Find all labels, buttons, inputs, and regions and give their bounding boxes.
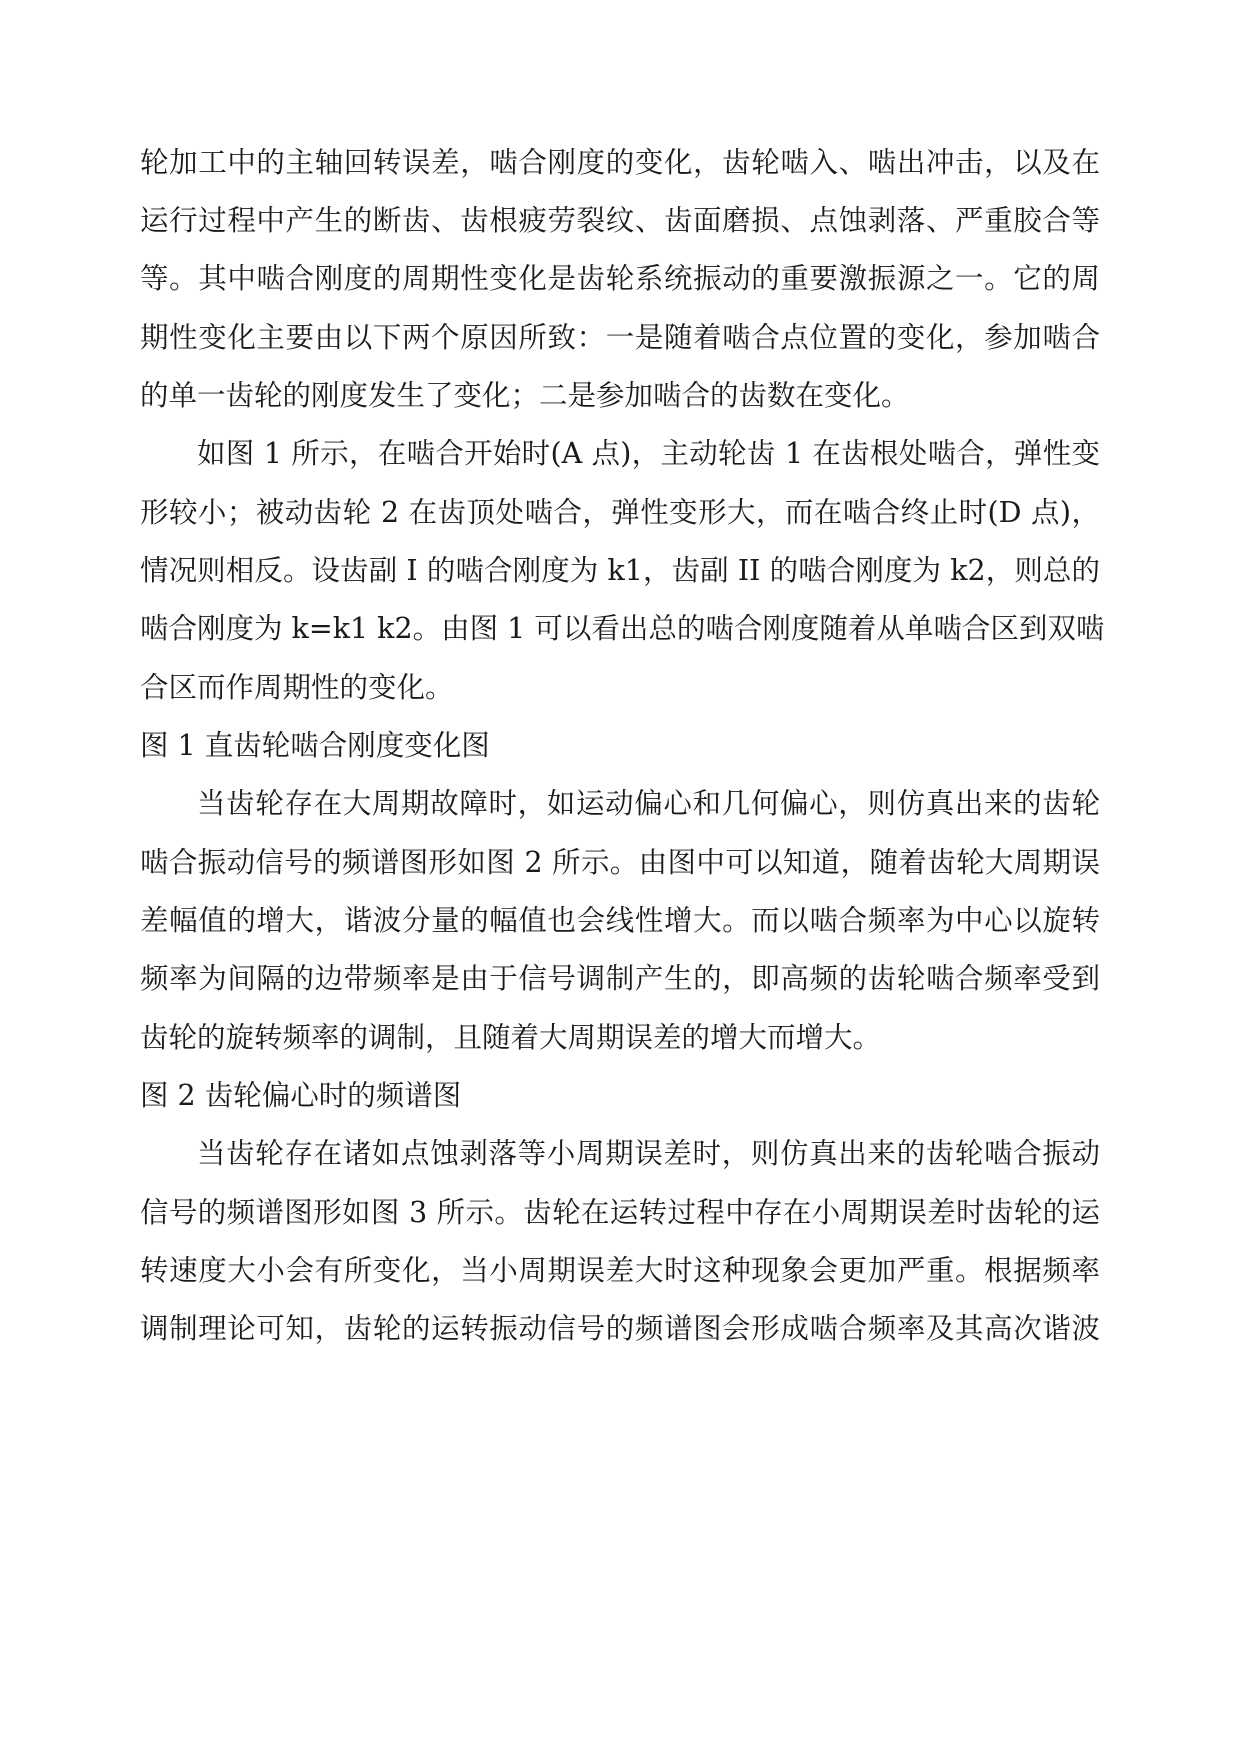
- paragraph-line: 信号的频谱图形如图 3 所示。齿轮在运转过程中存在小周期误差时齿轮的运: [140, 1196, 1100, 1229]
- paragraph-line: 转速度大小会有所变化，当小周期误差大时这种现象会更加严重。根据频率: [140, 1254, 1100, 1287]
- paragraph-line: 情况则相反。设齿副 I 的啮合刚度为 k1，齿副 II 的啮合刚度为 k2，则总的: [140, 554, 1100, 587]
- figure-caption: 图 1 直齿轮啮合刚度变化图: [140, 729, 490, 762]
- paragraph-line: 调制理论可知，齿轮的运转振动信号的频谱图会形成啮合频率及其高次谐波: [140, 1312, 1100, 1345]
- paragraph-line: 合区而作周期性的变化。: [140, 671, 454, 704]
- paragraph-line: 频率为间隔的边带频率是由于信号调制产生的，即高频的齿轮啮合频率受到: [140, 962, 1100, 995]
- paragraph-line: 当齿轮存在大周期故障时，如运动偏心和几何偏心，则仿真出来的齿轮: [197, 787, 1100, 820]
- paragraph-line: 如图 1 所示，在啮合开始时(A 点)，主动轮齿 1 在齿根处啮合，弹性变: [197, 437, 1100, 470]
- paragraph-line: 的单一齿轮的刚度发生了变化；二是参加啮合的齿数在变化。: [140, 379, 910, 412]
- paragraph-line: 齿轮的旋转频率的调制，且随着大周期误差的增大而增大。: [140, 1021, 882, 1054]
- paragraph-line: 运行过程中产生的断齿、齿根疲劳裂纹、齿面磨损、点蚀剥落、严重胶合等: [140, 204, 1100, 237]
- paragraph-line: 当齿轮存在诸如点蚀剥落等小周期误差时，则仿真出来的齿轮啮合振动: [197, 1137, 1100, 1170]
- paragraph-line: 期性变化主要由以下两个原因所致：一是随着啮合点位置的变化，参加啮合: [140, 321, 1100, 354]
- figure-caption: 图 2 齿轮偏心时的频谱图: [140, 1079, 462, 1112]
- paragraph-line: 差幅值的增大，谐波分量的幅值也会线性增大。而以啮合频率为中心以旋转: [140, 904, 1100, 937]
- paragraph-line: 等。其中啮合刚度的周期性变化是齿轮系统振动的重要激振源之一。它的周: [140, 262, 1100, 295]
- paragraph-line: 轮加工中的主轴回转误差，啮合刚度的变化，齿轮啮入、啮出冲击，以及在: [140, 146, 1100, 179]
- paragraph-line: 形较小；被动齿轮 2 在齿顶处啮合，弹性变形大，而在啮合终止时(D 点)，: [140, 496, 1100, 529]
- paragraph-line: 啮合振动信号的频谱图形如图 2 所示。由图中可以知道，随着齿轮大周期误: [140, 846, 1100, 879]
- paragraph-line: 啮合刚度为 k=k1 k2。由图 1 可以看出总的啮合刚度随着从单啮合区到双啮: [140, 612, 1105, 645]
